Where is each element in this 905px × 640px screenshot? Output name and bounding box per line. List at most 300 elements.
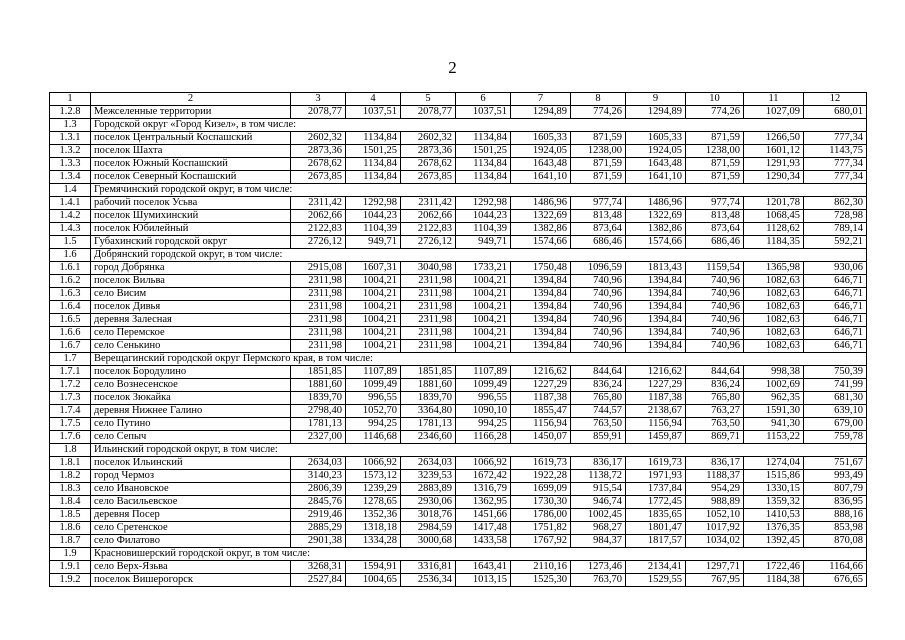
- table-row: [50, 158, 867, 171]
- value-col-9: 1486,96: [626, 197, 686, 210]
- value-col-10: 740,96: [686, 340, 744, 353]
- value-col-9: 1529,55: [626, 574, 686, 587]
- value-col-5: 2673,85: [401, 171, 456, 184]
- value-col-5: 1881,60: [401, 379, 456, 392]
- settlement-name: поселок Вишерогорск: [91, 574, 291, 587]
- value-col-4: 1292,98: [346, 197, 401, 210]
- value-col-6: 1134,84: [456, 171, 511, 184]
- value-col-11: 1128,62: [744, 223, 804, 236]
- value-col-6: 994,25: [456, 418, 511, 431]
- value-col-11: 1365,98: [744, 262, 804, 275]
- value-col-7: 1187,38: [511, 392, 571, 405]
- value-col-3: 3140,23: [291, 470, 346, 483]
- value-col-12: 751,67: [804, 457, 867, 470]
- row-code: 1.8.7: [50, 535, 91, 548]
- value-col-11: 1082,63: [744, 340, 804, 353]
- value-col-8: 1096,59: [571, 262, 626, 275]
- value-col-5: 2346,60: [401, 431, 456, 444]
- value-col-7: 1450,07: [511, 431, 571, 444]
- value-col-5: 2726,12: [401, 236, 456, 249]
- value-col-10: 1188,37: [686, 470, 744, 483]
- value-col-12: 777,34: [804, 132, 867, 145]
- value-col-4: 1004,21: [346, 301, 401, 314]
- value-col-3: 2311,98: [291, 288, 346, 301]
- value-col-7: 1767,92: [511, 535, 571, 548]
- value-col-12: 592,21: [804, 236, 867, 249]
- section-row: [50, 353, 867, 366]
- value-col-10: 954,29: [686, 483, 744, 496]
- row-code: 1.8.3: [50, 483, 91, 496]
- value-col-10: 836,24: [686, 379, 744, 392]
- value-col-6: 1501,25: [456, 145, 511, 158]
- value-col-6: 1292,98: [456, 197, 511, 210]
- value-col-10: 871,59: [686, 171, 744, 184]
- value-col-4: 1044,23: [346, 210, 401, 223]
- value-col-8: 1238,00: [571, 145, 626, 158]
- value-col-8: 873,64: [571, 223, 626, 236]
- value-col-11: 1266,50: [744, 132, 804, 145]
- value-col-3: 2726,12: [291, 236, 346, 249]
- settlement-name: поселок Центральный Коспашский: [91, 132, 291, 145]
- table-row: [50, 340, 867, 353]
- value-col-8: 946,74: [571, 496, 626, 509]
- value-col-7: 1643,48: [511, 158, 571, 171]
- value-col-4: 1052,70: [346, 405, 401, 418]
- value-col-11: 1082,63: [744, 275, 804, 288]
- value-col-6: 1004,21: [456, 340, 511, 353]
- value-col-9: 1605,33: [626, 132, 686, 145]
- row-code: 1.8: [50, 444, 91, 457]
- value-col-12: 680,01: [804, 106, 867, 119]
- value-col-11: 1359,32: [744, 496, 804, 509]
- value-col-5: 2678,62: [401, 158, 456, 171]
- value-col-10: 1052,10: [686, 509, 744, 522]
- column-header-4: 4: [346, 93, 401, 106]
- row-code: 1.6: [50, 249, 91, 262]
- value-col-10: 763,27: [686, 405, 744, 418]
- settlement-name: город Добрянка: [91, 262, 291, 275]
- settlement-name: деревня Нижнее Галино: [91, 405, 291, 418]
- value-col-6: 1004,21: [456, 314, 511, 327]
- value-col-12: 993,49: [804, 470, 867, 483]
- value-col-7: 1605,33: [511, 132, 571, 145]
- row-code: 1.6.3: [50, 288, 91, 301]
- value-col-4: 1004,65: [346, 574, 401, 587]
- value-col-3: 2311,98: [291, 340, 346, 353]
- table-row: [50, 405, 867, 418]
- row-code: 1.5: [50, 236, 91, 249]
- value-col-4: 1004,21: [346, 314, 401, 327]
- row-code: 1.9.1: [50, 561, 91, 574]
- table-row: [50, 106, 867, 119]
- value-col-8: 740,96: [571, 288, 626, 301]
- value-col-11: 1330,15: [744, 483, 804, 496]
- value-col-6: 1066,92: [456, 457, 511, 470]
- value-col-12: 646,71: [804, 340, 867, 353]
- table-row: [50, 314, 867, 327]
- settlement-name: село Ивановское: [91, 483, 291, 496]
- value-col-8: 871,59: [571, 171, 626, 184]
- value-col-8: 836,17: [571, 457, 626, 470]
- value-col-6: 1004,21: [456, 288, 511, 301]
- value-col-8: 871,59: [571, 158, 626, 171]
- value-col-8: 836,24: [571, 379, 626, 392]
- value-col-5: 2873,36: [401, 145, 456, 158]
- value-col-8: 915,54: [571, 483, 626, 496]
- value-col-4: 1004,21: [346, 340, 401, 353]
- value-col-12: 853,98: [804, 522, 867, 535]
- value-col-9: 1813,43: [626, 262, 686, 275]
- value-col-10: 774,26: [686, 106, 744, 119]
- section-title: Городской округ «Город Кизел», в том числе:: [91, 119, 867, 132]
- value-col-3: 2311,42: [291, 197, 346, 210]
- value-col-3: 2311,98: [291, 275, 346, 288]
- value-col-8: 765,80: [571, 392, 626, 405]
- value-col-5: 2311,98: [401, 314, 456, 327]
- value-col-11: 1082,63: [744, 314, 804, 327]
- value-col-11: 1153,22: [744, 431, 804, 444]
- row-code: 1.3.3: [50, 158, 91, 171]
- value-col-6: 1433,58: [456, 535, 511, 548]
- value-col-3: 1881,60: [291, 379, 346, 392]
- value-col-12: 777,34: [804, 171, 867, 184]
- value-col-4: 1573,12: [346, 470, 401, 483]
- table-row: [50, 418, 867, 431]
- settlement-name: Межселенные территории: [91, 106, 291, 119]
- value-col-3: 2806,39: [291, 483, 346, 496]
- row-code: 1.6.6: [50, 327, 91, 340]
- value-col-7: 1156,94: [511, 418, 571, 431]
- row-code: 1.7.6: [50, 431, 91, 444]
- value-col-10: 988,89: [686, 496, 744, 509]
- value-col-3: 2634,03: [291, 457, 346, 470]
- row-code: 1.8.4: [50, 496, 91, 509]
- value-col-7: 1227,29: [511, 379, 571, 392]
- row-code: 1.3: [50, 119, 91, 132]
- value-col-4: 1594,91: [346, 561, 401, 574]
- value-col-7: 1922,28: [511, 470, 571, 483]
- value-col-5: 1851,85: [401, 366, 456, 379]
- value-col-6: 1134,84: [456, 132, 511, 145]
- value-col-7: 1751,82: [511, 522, 571, 535]
- value-col-11: 1274,04: [744, 457, 804, 470]
- value-col-10: 1159,54: [686, 262, 744, 275]
- value-col-6: 1044,23: [456, 210, 511, 223]
- value-col-8: 977,74: [571, 197, 626, 210]
- settlement-name: село Путино: [91, 418, 291, 431]
- value-col-11: 1410,53: [744, 509, 804, 522]
- value-col-4: 1134,84: [346, 132, 401, 145]
- value-col-10: 740,96: [686, 314, 744, 327]
- value-col-8: 984,37: [571, 535, 626, 548]
- value-col-3: 2062,66: [291, 210, 346, 223]
- value-col-8: 740,96: [571, 327, 626, 340]
- value-col-9: 1459,87: [626, 431, 686, 444]
- value-col-10: 873,64: [686, 223, 744, 236]
- value-col-5: 1781,13: [401, 418, 456, 431]
- value-col-3: 2885,29: [291, 522, 346, 535]
- value-col-3: 2327,00: [291, 431, 346, 444]
- value-col-7: 1786,00: [511, 509, 571, 522]
- value-col-10: 765,80: [686, 392, 744, 405]
- section-title: Красновишерский городской округ, в том числе:: [91, 548, 867, 561]
- value-col-4: 1107,89: [346, 366, 401, 379]
- value-col-7: 1322,69: [511, 210, 571, 223]
- section-row: [50, 119, 867, 132]
- value-col-5: 2311,98: [401, 288, 456, 301]
- value-col-8: 740,96: [571, 314, 626, 327]
- value-col-12: 862,30: [804, 197, 867, 210]
- value-col-12: 681,30: [804, 392, 867, 405]
- value-col-9: 1394,84: [626, 327, 686, 340]
- value-col-9: 1294,89: [626, 106, 686, 119]
- settlement-name: поселок Южный Коспашский: [91, 158, 291, 171]
- value-col-5: 2883,89: [401, 483, 456, 496]
- table-row: [50, 496, 867, 509]
- value-col-9: 1216,62: [626, 366, 686, 379]
- value-col-8: 859,91: [571, 431, 626, 444]
- value-col-9: 1227,29: [626, 379, 686, 392]
- table-row: [50, 262, 867, 275]
- column-header-9: 9: [626, 93, 686, 106]
- value-col-4: 1146,68: [346, 431, 401, 444]
- value-col-7: 1525,30: [511, 574, 571, 587]
- section-title: Ильинский городской округ, в том числе:: [91, 444, 867, 457]
- value-col-12: 676,65: [804, 574, 867, 587]
- value-col-7: 1730,30: [511, 496, 571, 509]
- column-header-12: 12: [804, 93, 867, 106]
- value-col-6: 996,55: [456, 392, 511, 405]
- row-code: 1.3.1: [50, 132, 91, 145]
- value-col-5: 2634,03: [401, 457, 456, 470]
- value-col-6: 1166,28: [456, 431, 511, 444]
- value-col-11: 1290,34: [744, 171, 804, 184]
- value-col-8: 740,96: [571, 301, 626, 314]
- row-code: 1.4.1: [50, 197, 91, 210]
- value-col-9: 1801,47: [626, 522, 686, 535]
- value-col-3: 2678,62: [291, 158, 346, 171]
- settlement-name: Губахинский городской округ: [91, 236, 291, 249]
- column-header-5: 5: [401, 93, 456, 106]
- row-code: 1.7.3: [50, 392, 91, 405]
- table-row: [50, 483, 867, 496]
- value-col-11: 1291,93: [744, 158, 804, 171]
- column-header-7: 7: [511, 93, 571, 106]
- value-col-8: 844,64: [571, 366, 626, 379]
- settlement-name: село Сепыч: [91, 431, 291, 444]
- row-code: 1.6.1: [50, 262, 91, 275]
- value-col-10: 869,71: [686, 431, 744, 444]
- value-col-4: 1239,29: [346, 483, 401, 496]
- value-col-10: 763,50: [686, 418, 744, 431]
- row-code: 1.4.3: [50, 223, 91, 236]
- table-row: [50, 561, 867, 574]
- value-col-9: 2138,67: [626, 405, 686, 418]
- value-col-12: 750,39: [804, 366, 867, 379]
- value-col-12: 646,71: [804, 327, 867, 340]
- value-col-6: 1451,66: [456, 509, 511, 522]
- value-col-10: 1297,71: [686, 561, 744, 574]
- value-col-3: 2798,40: [291, 405, 346, 418]
- settlement-name: поселок Ильинский: [91, 457, 291, 470]
- value-col-5: 3000,68: [401, 535, 456, 548]
- value-col-6: 1134,84: [456, 158, 511, 171]
- value-col-5: 2062,66: [401, 210, 456, 223]
- value-col-5: 2311,98: [401, 275, 456, 288]
- value-col-11: 1515,86: [744, 470, 804, 483]
- value-col-6: 1733,21: [456, 262, 511, 275]
- value-col-10: 1034,02: [686, 535, 744, 548]
- value-col-5: 3364,80: [401, 405, 456, 418]
- value-col-7: 1394,84: [511, 275, 571, 288]
- value-col-12: 888,16: [804, 509, 867, 522]
- value-col-8: 763,50: [571, 418, 626, 431]
- row-code: 1.3.2: [50, 145, 91, 158]
- value-col-9: 1619,73: [626, 457, 686, 470]
- value-col-10: 871,59: [686, 158, 744, 171]
- value-col-8: 1002,45: [571, 509, 626, 522]
- column-header-1: 1: [50, 93, 91, 106]
- value-col-3: 3268,31: [291, 561, 346, 574]
- value-col-9: 1574,66: [626, 236, 686, 249]
- value-col-11: 1376,35: [744, 522, 804, 535]
- value-col-9: 1394,84: [626, 340, 686, 353]
- value-col-8: 740,96: [571, 340, 626, 353]
- value-col-9: 1835,65: [626, 509, 686, 522]
- table-row: [50, 275, 867, 288]
- value-col-11: 1002,69: [744, 379, 804, 392]
- settlement-name: деревня Залесная: [91, 314, 291, 327]
- value-col-4: 1104,39: [346, 223, 401, 236]
- row-code: 1.9: [50, 548, 91, 561]
- value-col-4: 1352,36: [346, 509, 401, 522]
- value-col-11: 1201,78: [744, 197, 804, 210]
- value-col-6: 949,71: [456, 236, 511, 249]
- row-code: 1.8.6: [50, 522, 91, 535]
- value-col-6: 1104,39: [456, 223, 511, 236]
- value-col-8: 763,70: [571, 574, 626, 587]
- value-col-3: 1781,13: [291, 418, 346, 431]
- section-title: Добрянский городской округ, в том числе:: [91, 249, 867, 262]
- value-col-12: 741,99: [804, 379, 867, 392]
- value-col-4: 1066,92: [346, 457, 401, 470]
- settlement-name: село Сенькино: [91, 340, 291, 353]
- column-header-8: 8: [571, 93, 626, 106]
- value-col-11: 1082,63: [744, 327, 804, 340]
- value-col-3: 2901,38: [291, 535, 346, 548]
- value-col-11: 1027,09: [744, 106, 804, 119]
- value-col-7: 2110,16: [511, 561, 571, 574]
- row-code: 1.8.1: [50, 457, 91, 470]
- value-col-10: 740,96: [686, 327, 744, 340]
- value-col-3: 2311,98: [291, 314, 346, 327]
- section-title: Гремячинский городской округ, в том числе:: [91, 184, 867, 197]
- row-code: 1.6.5: [50, 314, 91, 327]
- table-row: [50, 301, 867, 314]
- settlement-name: поселок Дивья: [91, 301, 291, 314]
- row-code: 1.6.2: [50, 275, 91, 288]
- value-col-6: 1417,48: [456, 522, 511, 535]
- value-col-6: 1004,21: [456, 301, 511, 314]
- value-col-5: 2311,98: [401, 340, 456, 353]
- column-header-10: 10: [686, 93, 744, 106]
- section-row: [50, 548, 867, 561]
- row-code: 1.8.5: [50, 509, 91, 522]
- value-col-10: 740,96: [686, 288, 744, 301]
- settlement-name: поселок Бородулино: [91, 366, 291, 379]
- value-col-8: 871,59: [571, 132, 626, 145]
- value-col-11: 1591,30: [744, 405, 804, 418]
- value-col-3: 2311,98: [291, 327, 346, 340]
- table-row: [50, 470, 867, 483]
- value-col-8: 686,46: [571, 236, 626, 249]
- value-col-9: 2134,41: [626, 561, 686, 574]
- value-col-4: 1318,18: [346, 522, 401, 535]
- value-col-5: 2311,98: [401, 301, 456, 314]
- value-col-3: 1851,85: [291, 366, 346, 379]
- value-col-3: 2078,77: [291, 106, 346, 119]
- value-col-4: 1134,84: [346, 171, 401, 184]
- value-col-4: 1004,21: [346, 288, 401, 301]
- value-col-9: 1817,57: [626, 535, 686, 548]
- value-col-3: 2919,46: [291, 509, 346, 522]
- value-col-9: 1394,84: [626, 275, 686, 288]
- value-col-5: 2536,34: [401, 574, 456, 587]
- value-col-6: 1107,89: [456, 366, 511, 379]
- table-row: [50, 197, 867, 210]
- value-col-12: 646,71: [804, 301, 867, 314]
- value-col-3: 2527,84: [291, 574, 346, 587]
- value-col-9: 1382,86: [626, 223, 686, 236]
- value-col-6: 1004,21: [456, 327, 511, 340]
- value-col-7: 1699,09: [511, 483, 571, 496]
- value-col-5: 2984,59: [401, 522, 456, 535]
- value-col-7: 1855,47: [511, 405, 571, 418]
- settlement-name: село Верх-Язьва: [91, 561, 291, 574]
- value-col-8: 1273,46: [571, 561, 626, 574]
- value-col-7: 1394,84: [511, 314, 571, 327]
- value-col-4: 1134,84: [346, 158, 401, 171]
- section-row: [50, 249, 867, 262]
- table-row: [50, 145, 867, 158]
- value-col-12: 870,08: [804, 535, 867, 548]
- section-row: [50, 184, 867, 197]
- settlement-name: село Вознесенское: [91, 379, 291, 392]
- value-col-8: 1138,72: [571, 470, 626, 483]
- value-col-6: 1099,49: [456, 379, 511, 392]
- value-col-10: 740,96: [686, 301, 744, 314]
- value-col-12: 777,34: [804, 158, 867, 171]
- value-col-9: 1643,48: [626, 158, 686, 171]
- value-col-12: 646,71: [804, 314, 867, 327]
- tariff-table: [49, 92, 867, 587]
- value-col-4: 1334,28: [346, 535, 401, 548]
- value-col-6: 1037,51: [456, 106, 511, 119]
- settlement-name: село Сретенское: [91, 522, 291, 535]
- value-col-5: 3316,81: [401, 561, 456, 574]
- value-col-9: 1187,38: [626, 392, 686, 405]
- value-col-5: 2122,83: [401, 223, 456, 236]
- table-row: [50, 236, 867, 249]
- value-col-3: 1839,70: [291, 392, 346, 405]
- table-row: [50, 392, 867, 405]
- page-number: 2: [448, 58, 457, 77]
- value-col-12: 759,78: [804, 431, 867, 444]
- value-col-10: 686,46: [686, 236, 744, 249]
- value-col-5: 2930,06: [401, 496, 456, 509]
- value-col-6: 1362,95: [456, 496, 511, 509]
- value-col-12: 679,00: [804, 418, 867, 431]
